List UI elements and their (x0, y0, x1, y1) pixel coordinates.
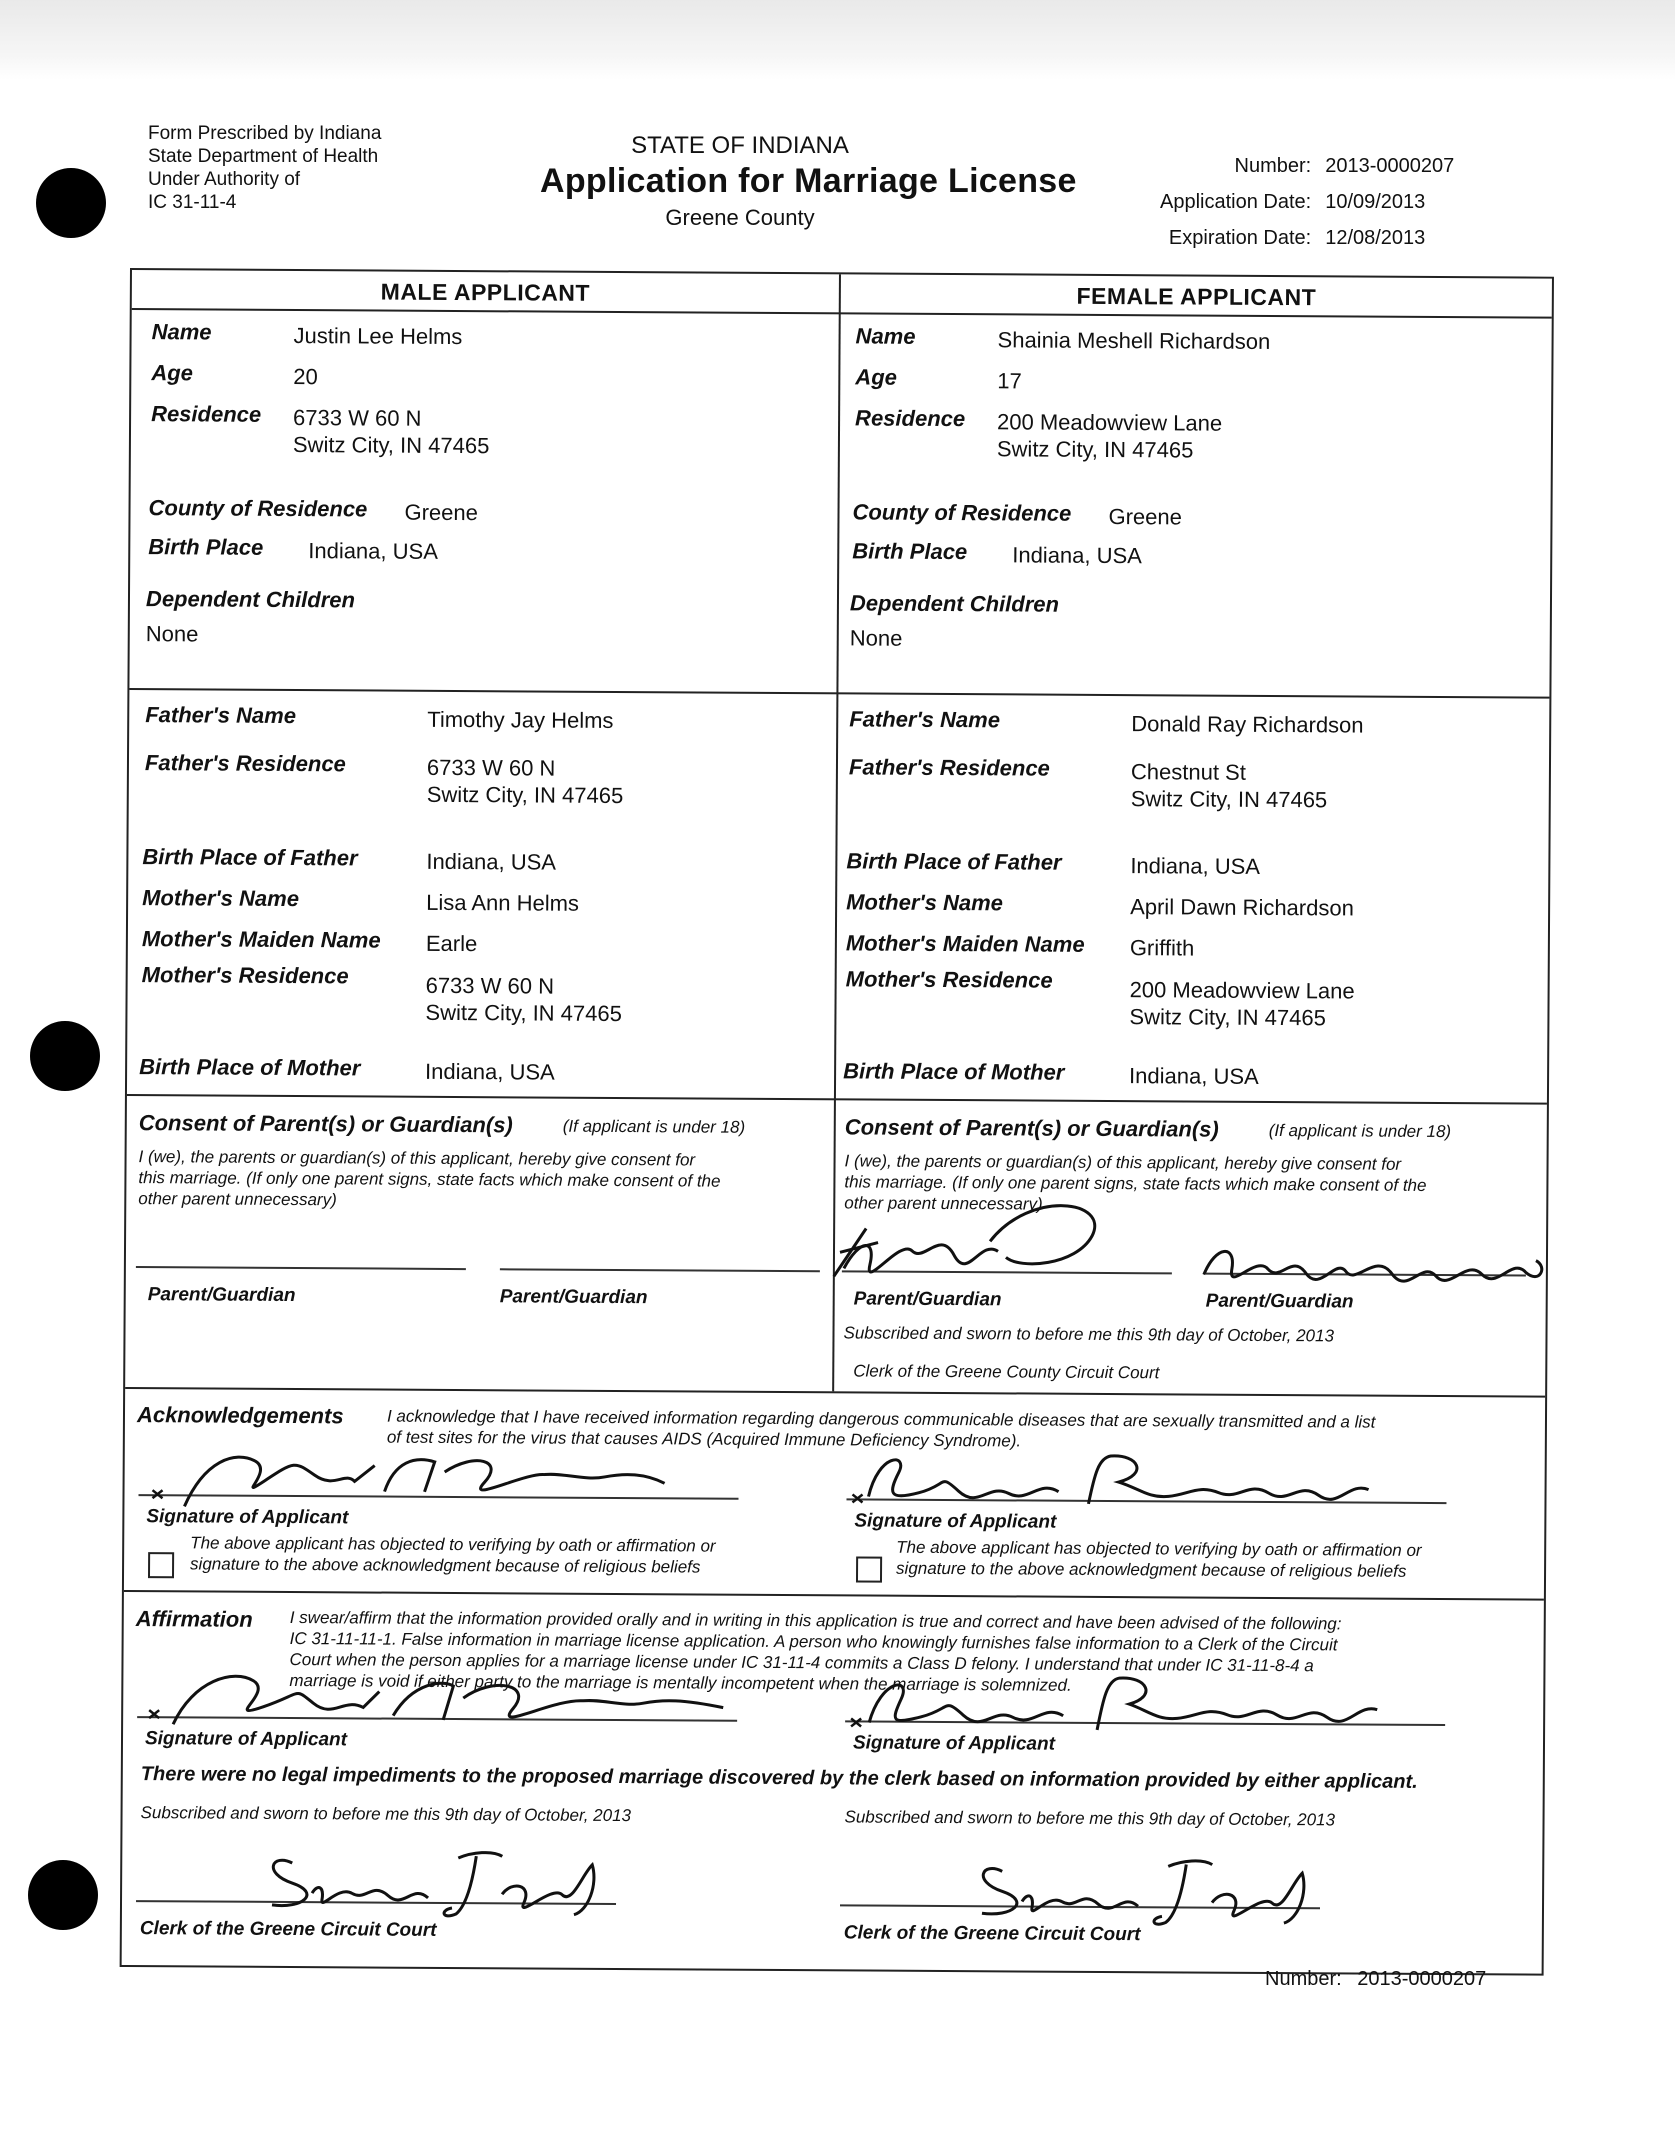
county-of-residence-label: County of Residence (148, 495, 368, 522)
consent-title: Consent of Parent(s) or Guardian(s) (138, 1110, 513, 1138)
footer-number-value: 2013-0000207 (1357, 1968, 1487, 1990)
signature-of-applicant-label: Signature of Applicant (854, 1510, 1057, 1533)
parent-guardian-label: Parent/Guardian (1205, 1290, 1354, 1313)
application-number: 2013-0000207 (1325, 155, 1455, 177)
affirmation-text: I swear/affirm that the information provided orally and in writing in this application is true and correct and have been advised of the following: IC 31-11-11-1. False information in marriage license application. A person who knowingly furnishes false information to a Clerk of the Circuit Court when the person applies for a marriage license under IC 31-11-4 commits a Class D felony. I understand that under IC 31-11-8-4 a marriage is void if either party to the marriage is mentally incompetent when the marriage is solemnized. (289, 1608, 1342, 1695)
name-label: Name (151, 319, 212, 345)
number-label: Number: (1234, 155, 1312, 177)
parent-signature-line (500, 1268, 820, 1272)
residence-label: Residence (855, 405, 966, 432)
scan-edge-shading (0, 0, 1675, 80)
female-ack-signature (848, 1442, 1408, 1515)
application-meta (1160, 148, 1468, 256)
father-name-label: Father's Name (849, 706, 1001, 733)
clerk-label: Clerk of the Greene Circuit Court (139, 1918, 437, 1941)
male-age: 20 (293, 364, 318, 390)
male-dependent-children: None (145, 621, 199, 647)
residence-label: Residence (151, 401, 262, 427)
mother-residence-label: Mother's Residence (845, 966, 1053, 993)
mother-name-label: Mother's Name (142, 885, 300, 912)
form-authority-note (148, 122, 381, 214)
clerk-signature-2 (972, 1851, 1312, 1933)
male-father-name: Timothy Jay Helms (427, 706, 614, 733)
birth-place-of-mother-label: Birth Place of Mother (843, 1058, 1065, 1085)
name-label: Name (855, 323, 916, 349)
female-mother-residence: 200 Meadowview Lane Switz City, IN 47465 (1129, 977, 1355, 1031)
male-father-birth-place: Indiana, USA (426, 848, 557, 875)
male-birth-place: Indiana, USA (308, 538, 438, 564)
father-name-label: Father's Name (145, 702, 297, 729)
parent-guardian-label: Parent/Guardian (499, 1286, 648, 1309)
male-name: Justin Lee Helms (293, 323, 463, 350)
female-birth-place: Indiana, USA (1012, 542, 1142, 569)
dependent-children-label: Dependent Children (145, 586, 356, 613)
male-father-residence: 6733 W 60 N Switz City, IN 47465 (426, 754, 624, 809)
female-mother-birth-place: Indiana, USA (1129, 1063, 1259, 1089)
age-label: Age (855, 364, 897, 390)
county-of-residence-label: County of Residence (852, 499, 1072, 526)
male-mother-birth-place: Indiana, USA (425, 1058, 555, 1085)
female-mother-name: April Dawn Richardson (1130, 894, 1354, 921)
female-mother-maiden-name: Griffith (1129, 935, 1195, 961)
authority-line: Under Authority of (148, 169, 301, 190)
no-impediments-statement: There were no legal impediments to the proposed marriage discovered by the clerk based on information provided by either applicant. (140, 1763, 1418, 1793)
dependent-children-label: Dependent Children (849, 590, 1060, 617)
sworn-text: Subscribed and sworn to before me this 9th day of October, 2013 (844, 1807, 1336, 1830)
female-parent-signature-1 (830, 1198, 1190, 1280)
footer-number (1265, 1968, 1486, 1991)
male-residence: 6733 W 60 N Switz City, IN 47465 (292, 404, 490, 459)
birth-place-label: Birth Place (148, 534, 264, 560)
consent-title: Consent of Parent(s) or Guardian(s) (844, 1114, 1219, 1142)
male-mother-residence: 6733 W 60 N Switz City, IN 47465 (425, 972, 622, 1027)
document-title: Application for Marriage License (540, 162, 1077, 200)
female-objection-checkbox[interactable] (856, 1556, 882, 1582)
father-residence-label: Father's Residence (848, 754, 1050, 781)
male-county: Greene (404, 499, 478, 526)
clerk-signature-1 (262, 1843, 602, 1925)
female-residence: 200 Meadowview Lane Switz City, IN 47465 (996, 409, 1223, 463)
female-father-residence: Chestnut St Switz City, IN 47465 (1130, 759, 1328, 813)
female-dependent-children: None (849, 625, 903, 651)
application-date-label: Application Date: (1160, 191, 1312, 213)
birth-place-label: Birth Place (852, 538, 968, 565)
female-applicant-heading: FEMALE APPLICANT (1076, 282, 1317, 311)
county-name: Greene County (665, 205, 815, 230)
female-name: Shainia Meshell Richardson (997, 327, 1271, 354)
acknowledgement-text: I acknowledge that I have received information regarding dangerous communicable diseases that are sexually transmitted and a list of test sites for the virus that causes AIDS (Acquired Immune Deficiency Syndrome). (386, 1406, 1376, 1451)
objection-text: The above applicant has objected to verifying by oath or affirmation or signature to the above acknowledgment because of religious beliefs (896, 1537, 1422, 1581)
punch-hole (36, 168, 106, 238)
consent-under-18-note: (If applicant is under 18) (562, 1116, 746, 1137)
expiration-date-label: Expiration Date: (1168, 227, 1312, 249)
mother-residence-label: Mother's Residence (141, 962, 349, 989)
signature-of-applicant-label: Signature of Applicant (144, 1728, 348, 1751)
male-mother-maiden-name: Earle (425, 930, 478, 957)
father-residence-label: Father's Residence (144, 750, 346, 777)
mother-maiden-name-label: Mother's Maiden Name (141, 926, 381, 953)
parent-guardian-label: Parent/Guardian (147, 1284, 296, 1307)
consent-under-18-note: (If applicant is under 18) (1268, 1120, 1452, 1142)
male-mother-name: Lisa Ann Helms (426, 889, 580, 916)
consent-clerk-label: Clerk of the Greene County Circuit Court (853, 1361, 1160, 1383)
punch-hole (28, 1860, 98, 1930)
row-divider (127, 1094, 1547, 1105)
consent-text: I (we), the parents or guardian(s) of this applicant, hereby give consent for this marriage. (If only one parent signs, state facts which make consent of the other parent unnecessary) (844, 1151, 1427, 1214)
authority-line: IC 31-11-4 (148, 192, 237, 213)
objection-text: The above applicant has objected to verifying by oath or affirmation or signature to the above acknowledgment because of religious beliefs (190, 1533, 716, 1577)
female-father-name: Donald Ray Richardson (1131, 711, 1364, 738)
male-objection-checkbox[interactable] (148, 1552, 174, 1578)
acknowledgements-title: Acknowledgements (136, 1402, 344, 1429)
female-age: 17 (997, 368, 1022, 394)
expiration-date: 12/08/2013 (1325, 227, 1426, 249)
sworn-text: Subscribed and sworn to before me this 9th day of October, 2013 (140, 1803, 632, 1826)
application-form (120, 268, 1554, 1976)
male-applicant-heading: MALE APPLICANT (380, 278, 591, 306)
authority-line: State Department of Health (148, 146, 379, 167)
female-affirm-signature (847, 1666, 1407, 1739)
female-father-birth-place: Indiana, USA (1130, 853, 1261, 879)
female-parent-signature-2 (1196, 1235, 1556, 1297)
signature-of-applicant-label: Signature of Applicant (146, 1506, 349, 1529)
age-label: Age (151, 360, 193, 386)
birth-place-of-mother-label: Birth Place of Mother (139, 1054, 361, 1081)
authority-line: Form Prescribed by Indiana (148, 123, 382, 144)
birth-place-of-father-label: Birth Place of Father (846, 848, 1062, 875)
mother-name-label: Mother's Name (846, 889, 1004, 916)
male-affirm-signature (143, 1660, 763, 1734)
parent-signature-line (136, 1266, 466, 1270)
signature-of-applicant-label: Signature of Applicant (852, 1732, 1056, 1755)
row-divider (124, 1590, 1544, 1601)
birth-place-of-father-label: Birth Place of Father (142, 844, 358, 871)
clerk-label: Clerk of the Greene Circuit Court (843, 1922, 1141, 1946)
mother-maiden-name-label: Mother's Maiden Name (845, 930, 1085, 957)
consent-text: I (we), the parents or guardian(s) of this applicant, hereby give consent for this marriage. (If only one parent signs, state facts which make consent of the other parent unnecessary) (138, 1147, 721, 1210)
application-date: 10/09/2013 (1325, 191, 1426, 213)
row-divider (125, 1387, 1545, 1398)
affirmation-title: Affirmation (135, 1606, 253, 1632)
male-ack-signature (144, 1430, 744, 1514)
female-county: Greene (1108, 503, 1182, 530)
punch-hole (30, 1021, 100, 1091)
row-divider (129, 688, 1549, 699)
parent-guardian-label: Parent/Guardian (853, 1288, 1002, 1311)
consent-sworn-text: Subscribed and sworn to before me this 9th day of October, 2013 (843, 1323, 1335, 1346)
state-name: STATE OF INDIANA (631, 132, 849, 159)
footer-number-label: Number: (1265, 1968, 1342, 1990)
document-heading (540, 132, 1077, 231)
